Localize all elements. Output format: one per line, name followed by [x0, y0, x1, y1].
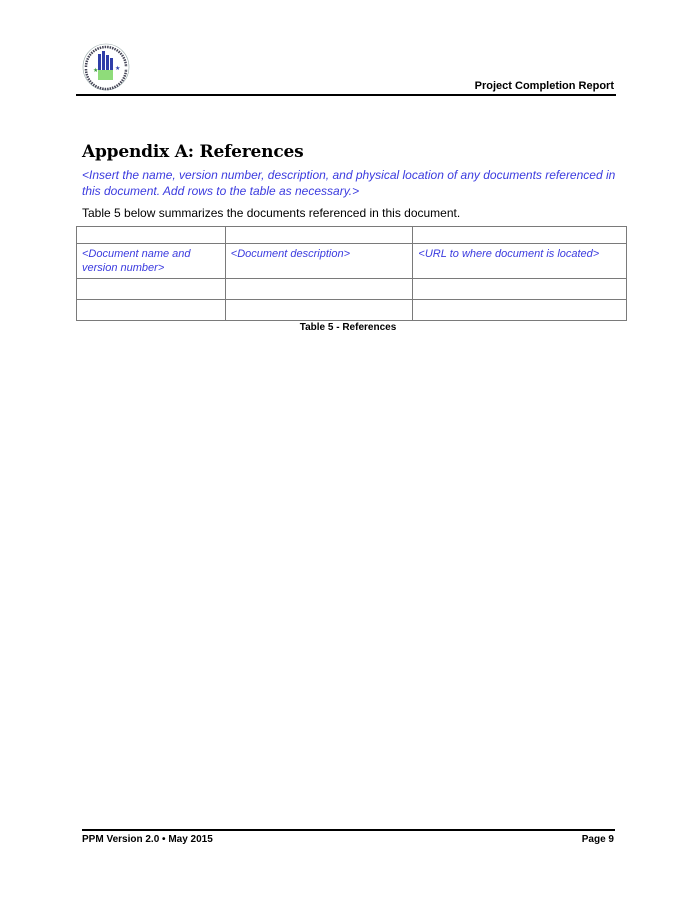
- intro-paragraph: Table 5 below summarizes the documents referenced in this document.: [82, 206, 461, 220]
- document-description-cell: <Document description>: [225, 244, 413, 279]
- page-number: Page 9: [581, 834, 614, 845]
- table-row: [77, 279, 627, 300]
- table-cell: [77, 300, 226, 321]
- table-cell: [225, 227, 413, 244]
- document-name-cell: <Document name and version number>: [77, 244, 226, 279]
- references-table: [76, 226, 627, 321]
- table-row: [77, 227, 627, 244]
- table-cell: [413, 279, 627, 300]
- header-divider: [76, 94, 616, 96]
- footer-divider: [82, 829, 615, 831]
- table-row: [77, 244, 627, 279]
- document-header-title: Project Completion Report: [474, 80, 614, 92]
- table-row: [77, 300, 627, 321]
- svg-text:★: ★: [93, 68, 99, 74]
- table-caption: Table 5 - References: [299, 322, 397, 333]
- section-heading: Appendix A: References: [82, 142, 304, 162]
- footer-version: PPM Version 2.0 • May 2015: [82, 834, 213, 845]
- table-cell: [77, 227, 226, 244]
- table-cell: [77, 279, 226, 300]
- table-cell: [225, 300, 413, 321]
- table-cell: [225, 279, 413, 300]
- table-cell: [413, 300, 627, 321]
- hud-seal-logo: [78, 42, 134, 92]
- instructions-placeholder: <Insert the name, version number, description, and physical location of any documents referenced in this document. Add rows to the table as necessary.>: [82, 168, 616, 198]
- svg-text:★: ★: [115, 66, 121, 72]
- document-url-cell: <URL to where document is located>: [413, 244, 627, 279]
- table-cell: [413, 227, 627, 244]
